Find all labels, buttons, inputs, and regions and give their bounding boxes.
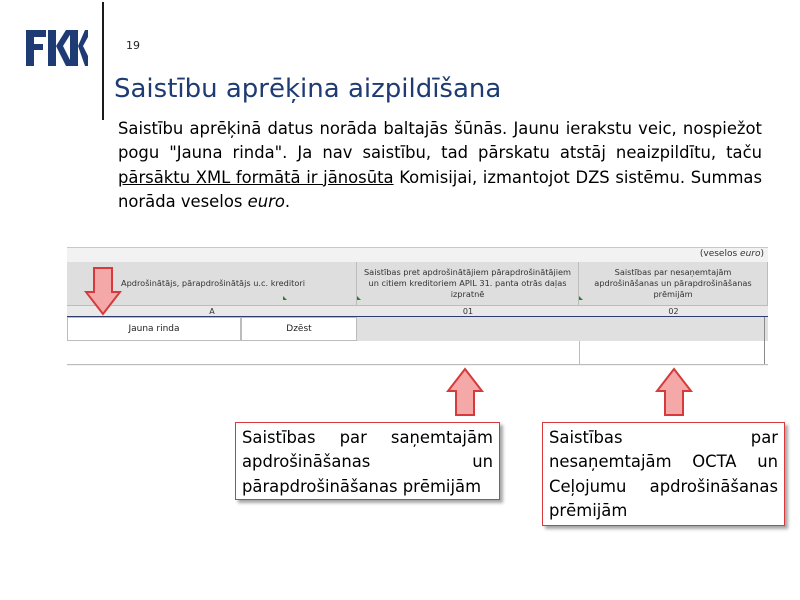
header-liabilities-col-01: Saistības pret apdrošinātājiem pārapdrošinātājiem un citiem kreditoriem APIL 31. panta otrās daļas izpratnē [357, 262, 579, 305]
header-creditor: Apdrošinātājs, pārapdrošinātājs u.c. kreditori [67, 262, 357, 305]
comment-marker [357, 296, 361, 300]
page-number: 19 [126, 39, 140, 52]
column-divider [764, 317, 765, 364]
header-liabilities-col-02: Saistības par nesaņemtajām apdrošināšanas un pārapdrošināšanas prēmijām [579, 262, 768, 305]
data-entry-row[interactable] [67, 341, 768, 365]
callout-received-premiums: Saistības par saņemtajām apdrošināšanas un pārapdrošināšanas prēmijām [235, 422, 500, 500]
arrow-up-icon [655, 367, 693, 417]
arrow-down-icon [84, 266, 122, 316]
instructions-underlined: pārsāktu XML formātā ir jānosūta [118, 167, 394, 187]
instructions-text-3: . [284, 191, 291, 211]
instructions-paragraph [118, 117, 762, 214]
unit-note: (veselos euro) [699, 249, 764, 259]
liabilities-form-table [67, 247, 768, 366]
instructions-text-1: Saistību aprēķinā datus norāda baltajās šūnās. Jaunu ierakstu veic, nospiežot pogu "Jauna rinda". Ja nav saistību, tad pārskatu atstāj neaizpildītu, taču [118, 119, 762, 163]
delete-button[interactable]: Dzēst [241, 317, 357, 341]
column-code-01: 01 [357, 305, 579, 317]
comment-marker [579, 296, 583, 300]
fktk-logo [26, 28, 88, 66]
new-row-button[interactable]: Jauna rinda [67, 317, 241, 341]
callout-unreceived-premiums: Saistības par nesaņemtajām OCTA un Ceļojumu apdrošināšanas prēmijām [542, 422, 785, 526]
column-code-02: 02 [579, 305, 768, 317]
comment-marker [283, 296, 287, 300]
instructions-text-2: Komisijai, izmantojot DZS sistēmu. Summas norāda veselos [118, 167, 762, 211]
page-title: Saistību aprēķina aizpildīšana [114, 74, 502, 104]
column-divider [579, 341, 580, 364]
arrow-up-icon [446, 367, 484, 417]
column-code-a: A [67, 305, 357, 317]
header-divider [102, 2, 104, 120]
instructions-italic: euro [247, 191, 285, 211]
button-row-fill [357, 317, 768, 342]
